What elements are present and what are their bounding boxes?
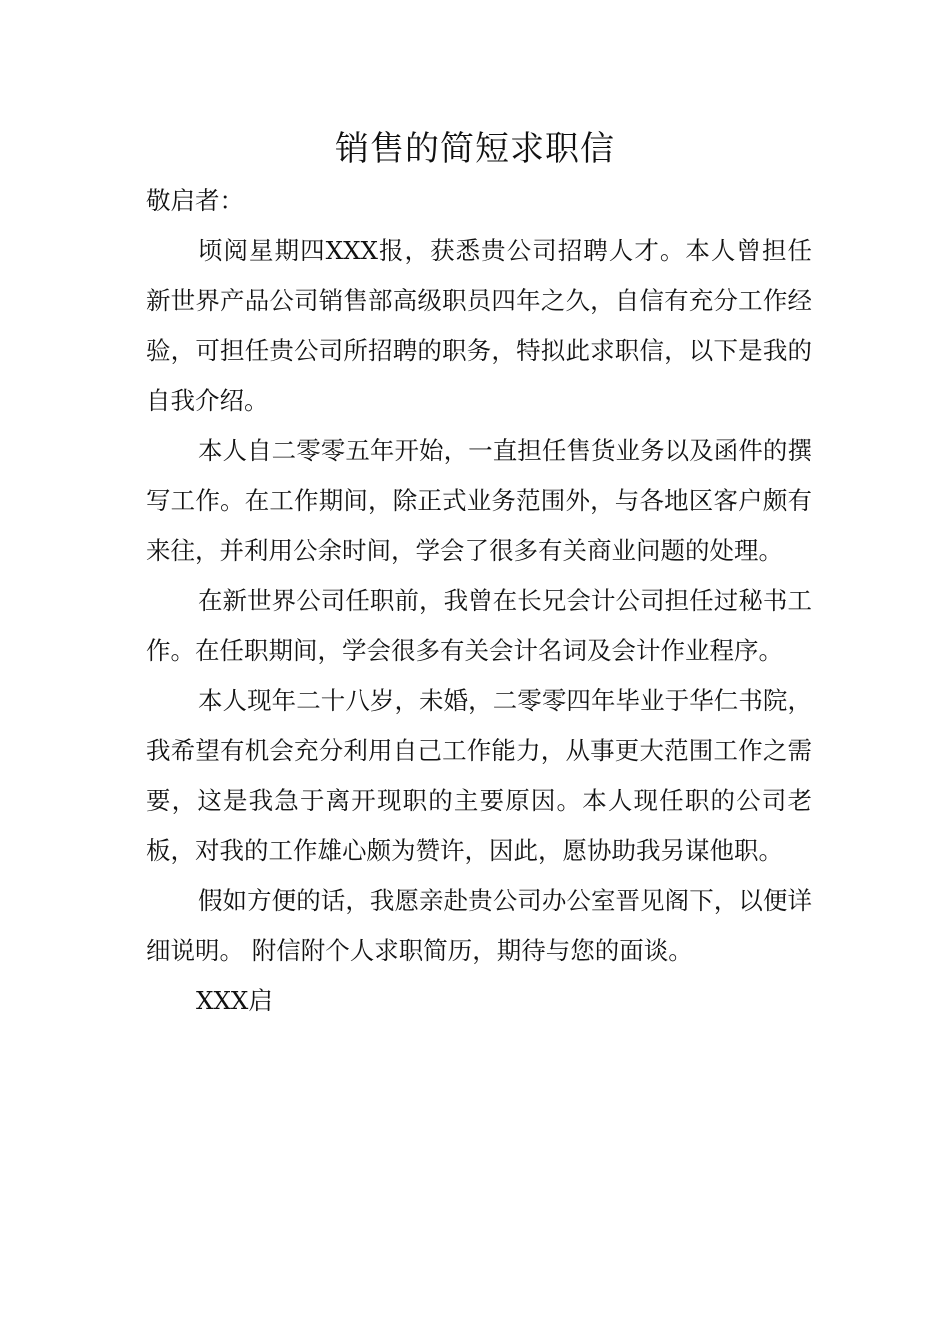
salutation: 敬启者： [146,186,244,215]
document-title: 销售的简短求职信 [335,129,615,169]
paragraph-2: 本人自二零零五年开始，一直担任售货业务以及函件的撰写工作。在工作期间，除正式业务范围外，与各地区客户颇有来往，并利用公余时间，学会了很多有关商业问题的处理。 [146,436,812,565]
paragraph-4: 本人现年二十八岁，未婚，二零零四年毕业于华仁书院，我希望有机会充分利用自己工作能力，从事更大范围工作之需要，这是我急于离开现职的主要原因。本人现任职的公司老板，对我的工作雄心颇为赞许，因此，愿协助我另谋他职。 [146,686,812,865]
paragraph-3: 在新世界公司任职前，我曾在长兄会计公司担任过秘书工作。在任职期间，学会很多有关会计名词及会计作业程序。 [146,586,812,665]
paragraph-5: 假如方便的话，我愿亲赴贵公司办公室晋见阁下，以便详细说明。 附信附个人求职简历，期待与您的面谈。 [146,886,812,965]
signature: XXX启 [196,986,273,1015]
paragraph-1: 顷阅星期四XXX报，获悉贵公司招聘人才。本人曾担任新世界产品公司销售部高级职员四年之久，自信有充分工作经验，可担任贵公司所招聘的职务，特拟此求职信，以下是我的自我介绍。 [146,236,812,415]
letter-body [146,176,812,1026]
